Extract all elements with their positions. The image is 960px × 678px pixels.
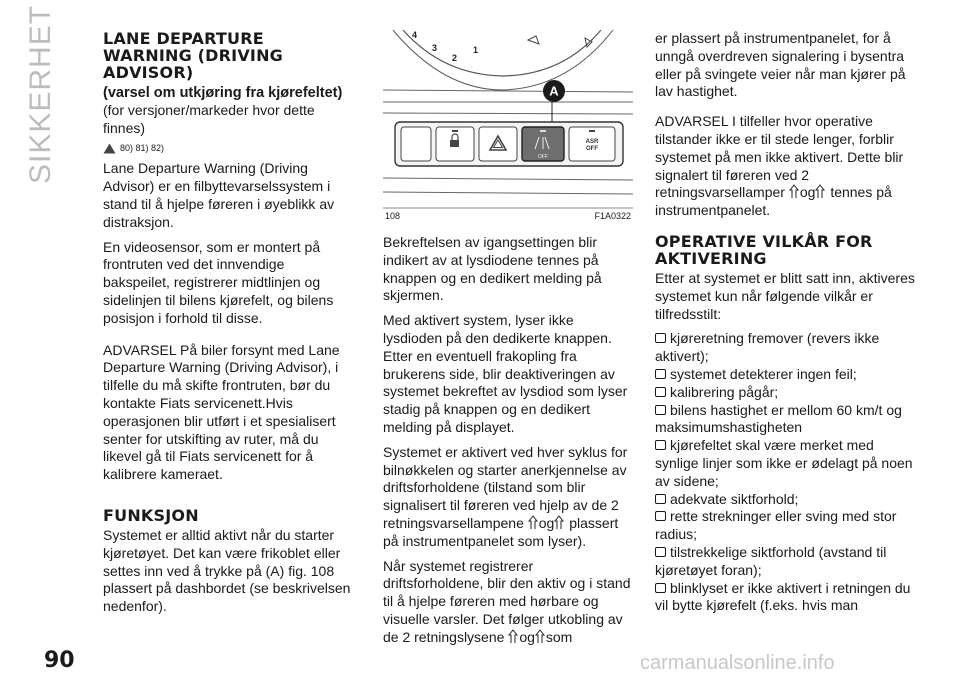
column-middle [383,30,633,654]
paragraph: Etter at systemet er blitt satt inn, aktiveres systemet kun når følgende vilkår er tilfredsstilt: [655,269,915,322]
turn-signal-right-icon [535,629,546,645]
section-heading-operative-vilkar: OPERATIVE VILKÅR FOR AKTIVERING [655,231,873,268]
condition-text: blinklyset er ikke aktivert i retningen du vil bytte kjørefelt (f.eks. hvis man [655,579,911,614]
warning-references [103,140,355,158]
asr-label: ASR [585,139,599,145]
condition-item [655,384,917,402]
bullet-square-icon [655,494,666,504]
bullet-square-icon [655,547,666,557]
paragraph [383,444,633,551]
condition-item [655,366,917,384]
paragraph: Systemet er alltid aktivt når du starter kjøretøyet. Det kan være frikoblet eller settes inn ved å trykke på (A) fig. 108 plassert på dashbordet (se beskrivelsen nedenfor). [103,526,351,615]
turn-signal-right-icon [554,515,565,531]
figure-caption [385,208,631,226]
condition-text: kalibrering pågår; [670,383,779,400]
paragraph: Lane Departure Warning (Driving Advisor) er en filbyttevarselssystem i stand til å hjelpe føreren i øyeblikk av distraksjon. [103,160,335,230]
text-span: Systemet er aktivert ved hver syklus for bilnøkkelen og starter anerkjennelse av driftsforholdene (tilstand som blir signalisert til føreren ved hjelp av de 2 retningsvarsellampene [383,443,628,531]
section-title-vertical: SIKKERHET [24,4,57,184]
bullet-square-icon [655,583,666,593]
condition-text: systemet detekterer ingen feil; [670,365,857,382]
condition-text: adekvate siktforhold; [670,490,799,507]
section-subheading: (varsel om utkjøring fra kjørefeltet) [103,85,343,101]
condition-text: tilstrekkelige siktforhold (avstand til kjøretøyet foran); [655,543,887,578]
turn-signal-left-icon [789,184,800,200]
lock-icon [450,140,459,147]
conditions-list [655,330,917,615]
text-span: som [545,628,573,645]
condition-item [655,330,917,366]
text-span: ADVARSEL I tilfeller hvor operative tilstander ikke er til stede lenger, forblir systemet på men ikke aktivert. Dette blir signalert til føreren ved 2 retningsvarsellamper [655,113,904,201]
callout-a-label: A [549,83,559,99]
paragraph [383,558,633,647]
section-heading-lane-departure: LANE DEPARTURE WARNING (DRIVING ADVISOR) [103,29,283,82]
bullet-square-icon [655,440,666,450]
condition-text: kjørefeltet skal være merket med synlige linjer som ikke er ødelagt på noen av sidene; [655,437,913,489]
column-left [103,30,355,623]
text-span: og [799,184,816,201]
dial-number: 1 [473,45,479,55]
bullet-square-icon [655,333,666,343]
condition-text: kjøreretning fremover (revers ikke aktivert); [655,330,880,365]
condition-item [655,491,917,509]
condition-item [655,437,917,490]
hazard-button[interactable] [479,127,517,161]
paragraph: er plassert på instrumentpanelet, for å unngå overdreven signalering i bysentra eller på svingete veier når man kjører på lav hastighet. [655,30,906,100]
dashboard-button-illustration [383,30,633,216]
dial-number: 4 [412,30,418,40]
bullet-square-icon [655,511,666,521]
text-span: plassert på instrumentpanelet som lyser). [383,514,619,549]
asr-off-label: OFF [586,146,598,152]
text-span: tennes på instrumentpanelet. [655,184,892,219]
versions-note: (for versjoner/markeder hvor dette finnes) [103,102,315,136]
column-right [655,30,917,615]
advarsel-paragraph [655,113,917,220]
turn-signal-left-icon [508,629,519,645]
watermark: carmanualsonline.info [640,652,835,674]
paragraph: Med aktivert system, lyser ikke lysdioden på den dedikerte knappen. Etter en eventuell frakopling fra brukerens side, blir deaktiveringen av systemet bekreftet av lysdiod som lyser stadig på knappen og en dedikert melding på displayet. [383,312,628,435]
paragraph: En videosensor, som er montert på frontruten ved det innvendige bakspeilet, registrerer midtlinjen og sidelinjen til bilens kjørefelt, og bilens posisjon i forhold til disse. [103,238,334,326]
text-span: og [519,628,535,645]
paragraph: Bekreftelsen av igangsettingen blir indikert av at lysdiodene tennes på knappen og en dedikert melding på skjermen. [383,234,602,304]
dial-number: 3 [432,43,438,53]
condition-item [655,508,917,544]
warning-triangle-icon [103,143,116,154]
figure-code: F1A0322 [594,211,631,222]
section-heading-funksjon: FUNKSJON [103,505,199,525]
condition-text: bilens hastighet er mellom 60 km/t og maksimumshastigheten [655,401,902,436]
page-number: 90 [44,648,75,673]
bullet-square-icon [655,369,666,379]
advarsel-paragraph: ADVARSEL På biler forsynt med Lane Departure Warning (Driving Advisor), i tilfelle du må skifte frontruten, bør du kontakte Fiats servicenett.Hvis operasjonen blir utført i et spesialisert senter for utskifting av ruter, må du likevel gå til Fiats servicenett for å kalibrere kameraet. [103,341,340,483]
figure-number: 108 [385,211,401,222]
condition-item [655,402,917,438]
condition-item [655,580,917,616]
turn-signal-left-icon [528,515,539,531]
figure-108 [383,30,633,226]
dial-number: 2 [452,53,458,63]
condition-text: rette strekninger eller sving med stor radius; [655,508,897,543]
turn-signal-right-icon [815,184,826,200]
ldw-off-label: OFF [538,154,548,160]
bullet-square-icon [655,387,666,397]
text-span: og [538,514,555,531]
condition-item [655,544,917,580]
text-span: Når systemet registrerer driftsforholdene, blir den aktiv og i stand til å hjelpe føreren med hørbare og visuelle varsler. Det følger utkobling av de 2 retningslysene [383,557,631,645]
warning-refs-text: 80) 81) 82) [120,142,165,153]
bullet-square-icon [655,405,666,415]
